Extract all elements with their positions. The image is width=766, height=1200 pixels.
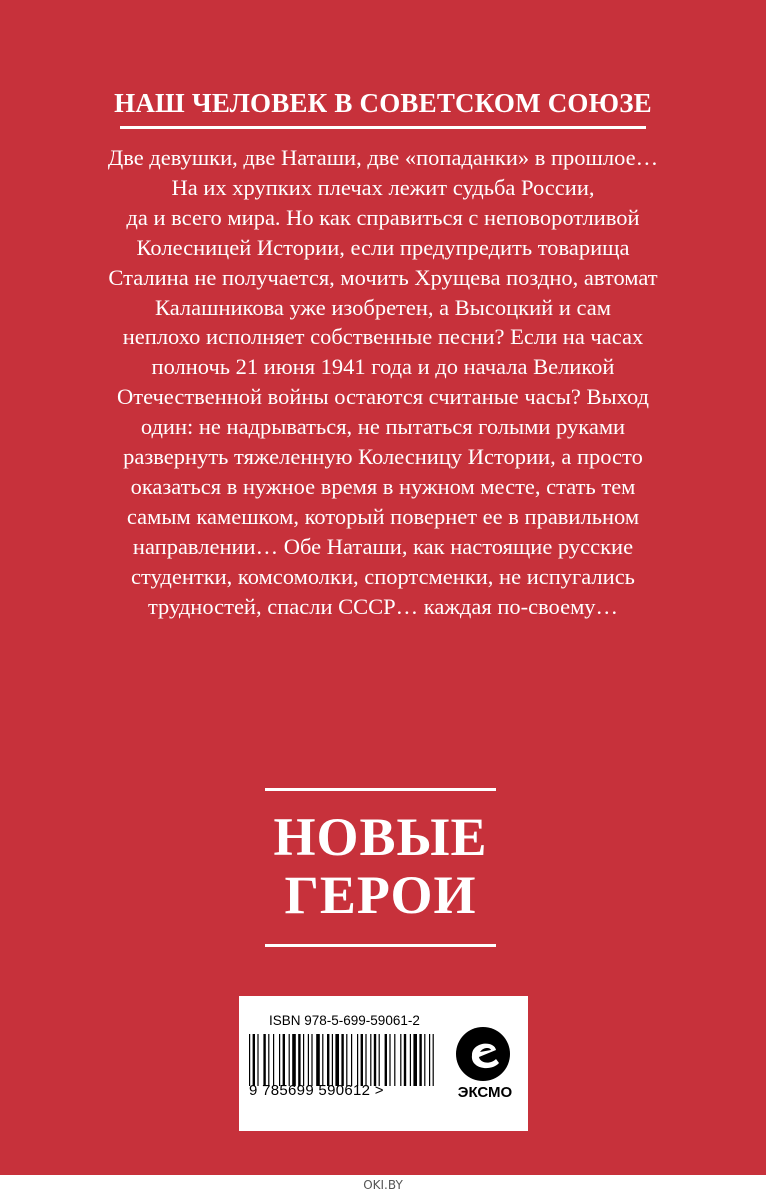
logo-bottom-rule (265, 944, 496, 947)
blurb-line: неплохо исполняет собственные песни? Если на часах (122, 324, 644, 350)
blurb-line: оказаться в нужное время в нужном месте, стать тем (130, 473, 636, 499)
isbn-label: ISBN 978-5-699-59061-2 (269, 1013, 420, 1028)
title-underline (120, 126, 646, 129)
series-title: НАШ ЧЕЛОВЕК В СОВЕТСКОМ СОЮЗЕ (114, 88, 652, 118)
blurb-line: да и всего мира. Но как справиться с неповоротливой (126, 204, 640, 230)
blurb-line: развернуть тяжеленную Колесницу Истории, а просто (123, 444, 643, 470)
blurb-line: один: не надрываться, не пытаться голыми руками (140, 414, 626, 440)
series-logo (265, 788, 496, 948)
barcode-digits: 9 785699 590612 > (249, 1082, 384, 1099)
blurb-text (74, 143, 692, 622)
blurb-line: Сталина не получается, мочить Хрущева поздно, автомат (108, 264, 658, 290)
eksmo-logo-icon (446, 1026, 520, 1082)
blurb-line: На их хрупких плечах лежит судьба России, (171, 174, 595, 200)
blurb-line: Две девушки, две Наташи, две «попаданки» в прошлое… (107, 145, 659, 170)
blurb-line: Отечественной войны остаются считаные часы? Выход (116, 384, 650, 410)
watermark: OKI.BY (363, 1178, 403, 1192)
logo-top-rule (265, 788, 496, 791)
blurb-line: Калашникова уже изобретен, а Высоцкий и сам (155, 294, 611, 320)
barcode-graphic (247, 1034, 437, 1086)
barcode-panel (239, 996, 528, 1131)
blurb-line: самым камешком, который повернет ее в правильном (126, 503, 640, 529)
blurb-line: полночь 21 июня 1941 года и до начала Великой (151, 354, 615, 380)
blurb-line: направлении… Обе Наташи, как настоящие русские (132, 533, 634, 559)
blurb-line: Колесницей Истории, если предупредить товарища (136, 234, 630, 260)
logo-word-1: НОВЫЕ (273, 807, 488, 867)
logo-word-2: ГЕРОИ (284, 865, 477, 925)
blurb-line: трудностей, спасли СССР… каждая по-своему… (147, 593, 619, 619)
blurb-line: студентки, комсомолки, спортсменки, не испугались (131, 563, 635, 589)
publisher-name: ЭКСМО (457, 1084, 513, 1101)
